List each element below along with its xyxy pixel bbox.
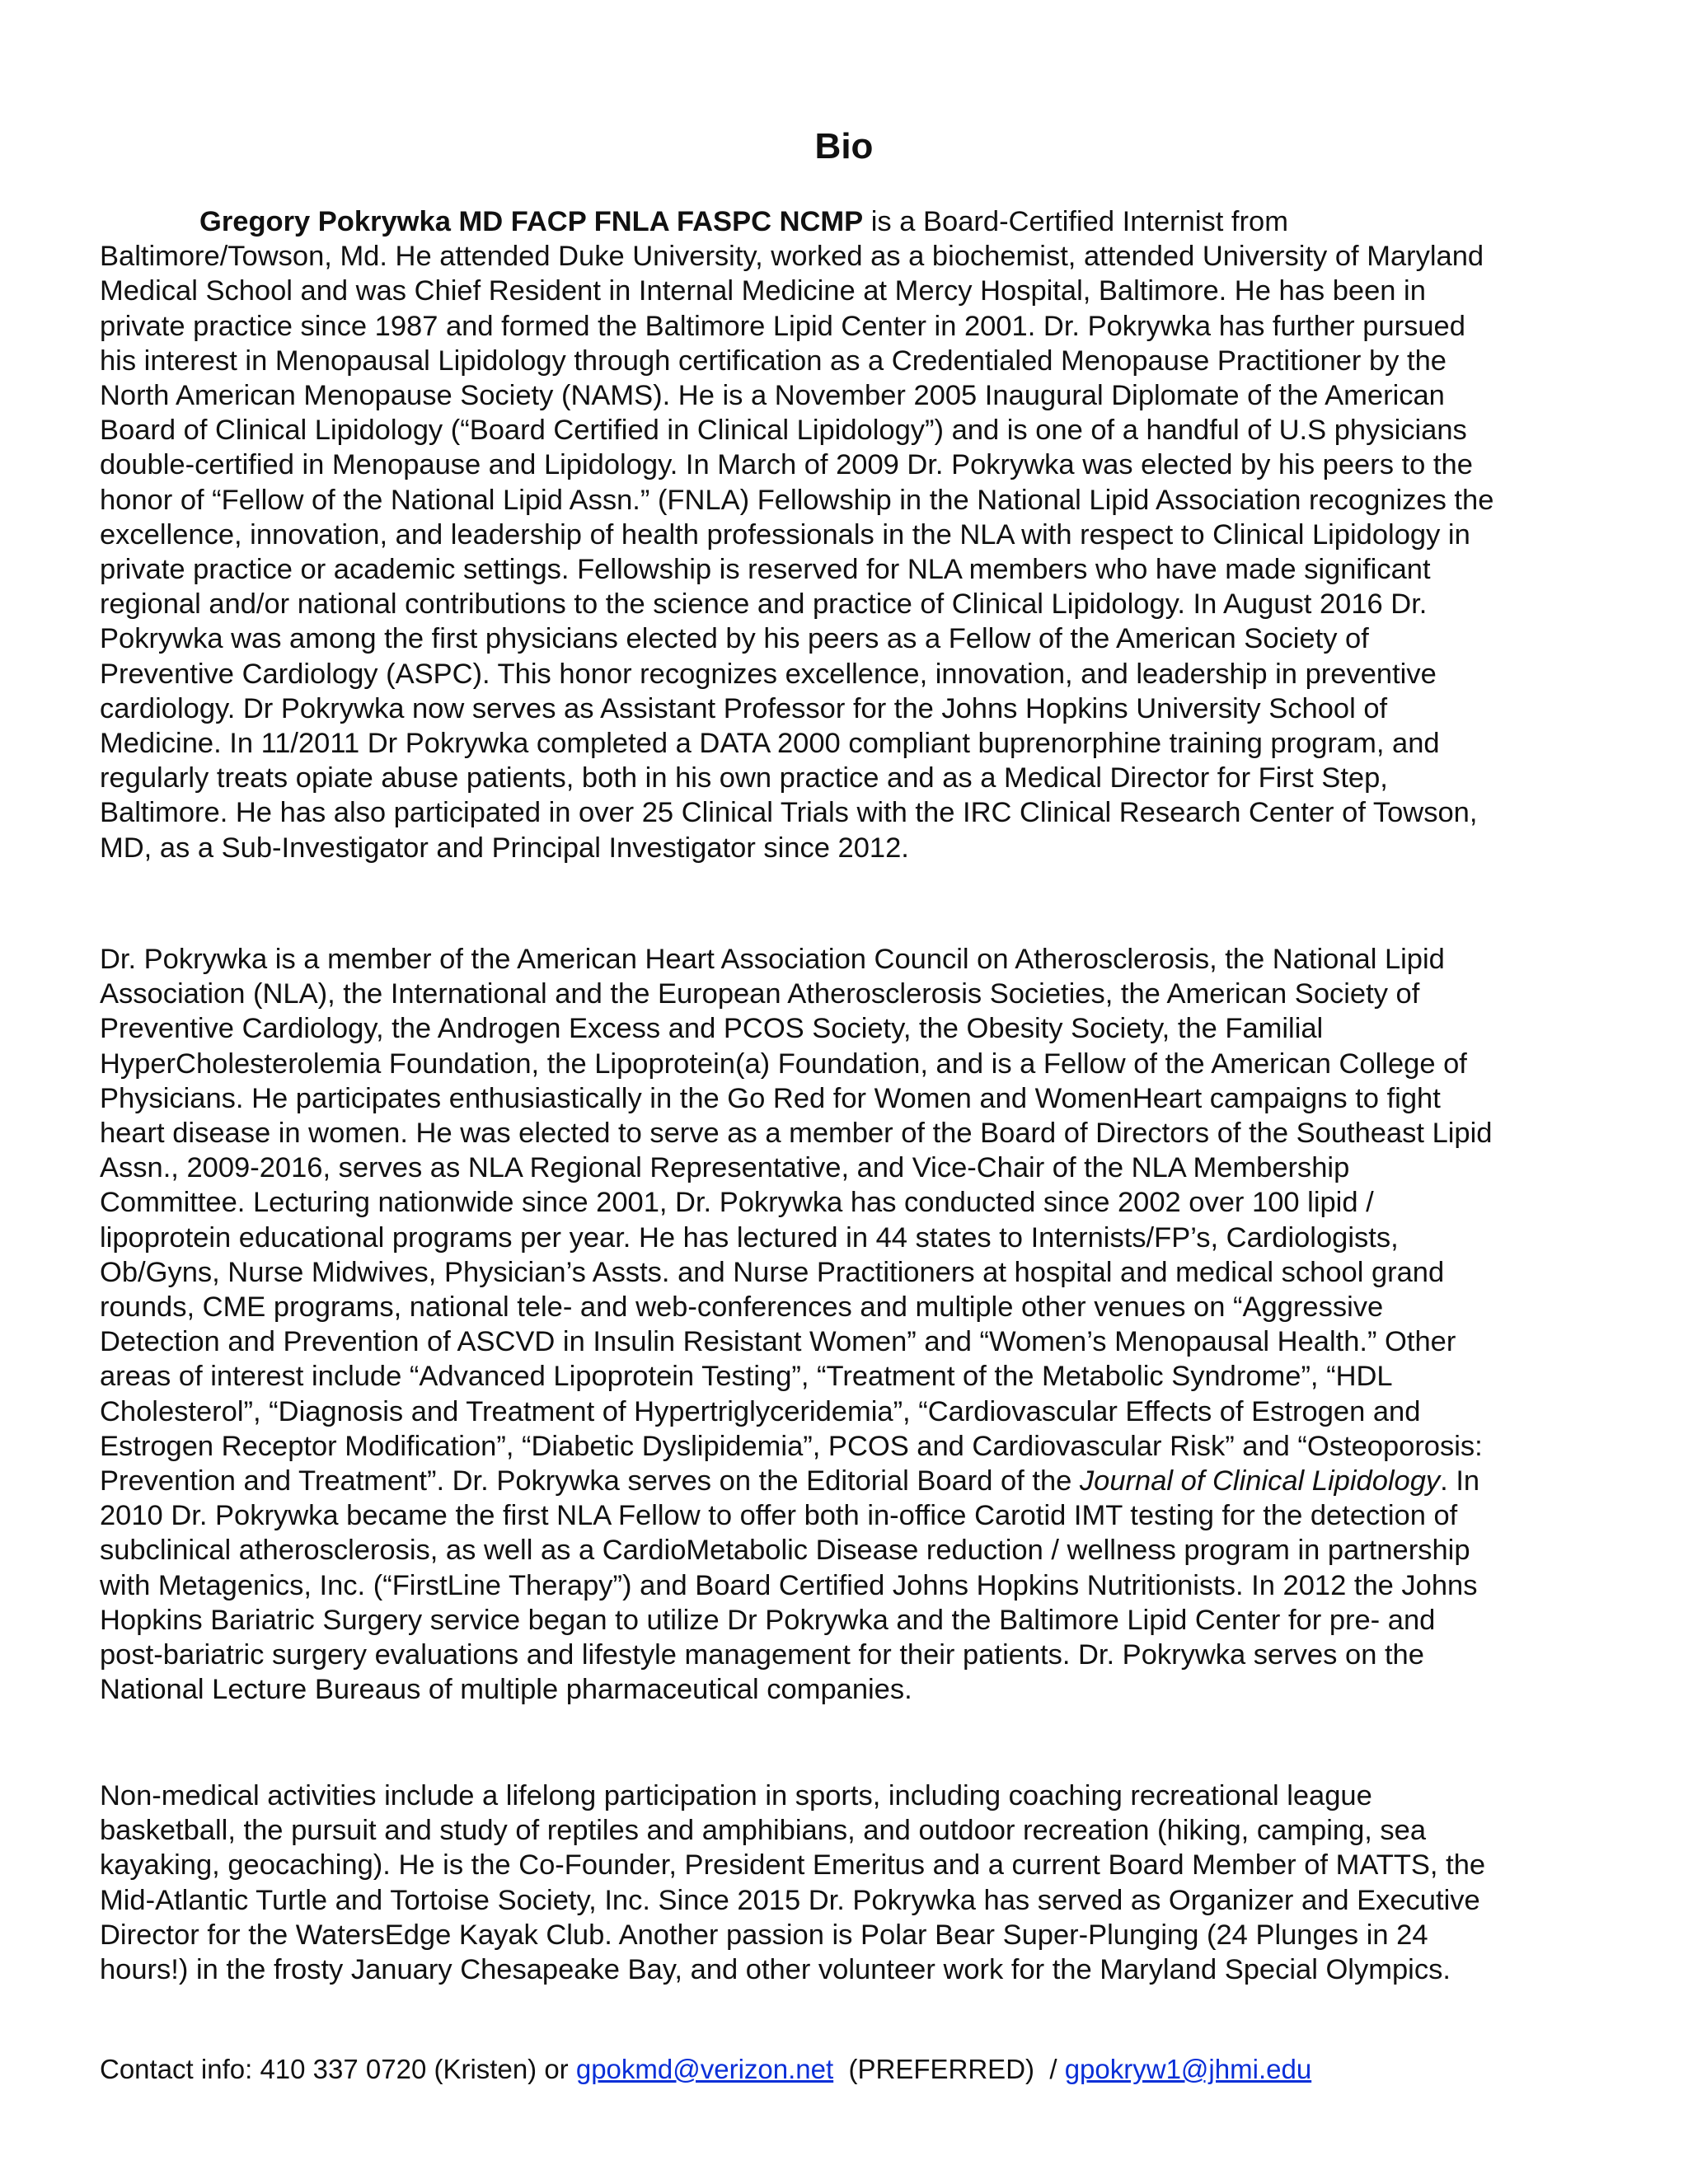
contact-info bbox=[100, 2052, 1501, 2087]
bio-paragraph-credentials bbox=[100, 204, 1501, 865]
bio-paragraph-memberships-text-before: Dr. Pokrywka is a member of the American Heart Association Council on Atherosclerosis, the National Lipid Association (NLA), the International and the European Atherosclerosis Societies, the American Society of Preventive Cardiology, the Androgen Excess and PCOS Society, the Obesity Society, the Familial HyperCholesterolemia Foundation, the Lipoprotein(a) Foundation, and is a Fellow of the American College of Physicians. He participates enthusiastically in the Go Red for Women and WomenHeart campaigns to fight heart disease in women. He was elected to serve as a member of the Board of Directors of the Southeast Lipid Assn., 2009-2016, serves as NLA Regional Representative, and Vice-Chair of the NLA Membership Committee. Lecturing nationwide since 2001, Dr. Pokrywka has conducted since 2002 over 100 lipid / lipoprotein educational programs per year. He has lectured in 44 states to Internists/FP’s, Cardiologists, Ob/Gyns, Nurse Midwives, Physician’s Assts. and Nurse Practitioners at hospital and medical school grand rounds, CME programs, national tele- and web-conferences and multiple other venues on “Aggressive Detection and Prevention of ASCVD in Insulin Resistant Women” and “Women’s Menopausal Health.” Other areas of interest include “Advanced Lipoprotein Testing”, “Treatment of the Metabolic Syndrome”, “HDL Cholesterol”, “Diagnosis and Treatment of Hypertriglyceridemia”, “Cardiovascular Effects of Estrogen and Estrogen Receptor Modification”, “Diabetic Dyslipidemia”, PCOS and Cardiovascular Risk” and “Osteoporosis: Prevention and Treatment”. Dr. Pokrywka serves on the Editorial Board of the bbox=[100, 944, 1493, 1497]
bio-paragraph-memberships bbox=[100, 942, 1501, 1707]
bio-paragraph-credentials-text: is a Board-Certified Internist from Baltimore/Towson, Md. He attended Duke University, worked as a biochemist, attended University of Maryland Medical School and was Chief Resident in Internal Medicine at Mercy Hospital, Baltimore. He has been in private practice since 1987 and formed the Baltimore Lipid Center in 2001. Dr. Pokrywka has further pursued his interest in Menopausal Lipidology through certification as a Credentialed Menopause Practitioner by the North American Menopause Society (NAMS). He is a November 2005 Inaugural Diplomate of the American Board of Clinical Lipidology (“Board Certified in Clinical Lipidology”) and is one of a handful of U.S physicians double-certified in Menopause and Lipidology. In March of 2009 Dr. Pokrywka was elected by his peers to the honor of “Fellow of the National Lipid Assn.” (FNLA) Fellowship in the National Lipid Association recognizes the excellence, innovation, and leadership of health professionals in the NLA with respect to Clinical Lipidology in private practice or academic settings. Fellowship is reserved for NLA members who have made significant regional and/or national contributions to the science and practice of Clinical Lipidology. In August 2016 Dr. Pokrywka was among the first physicians elected by his peers as a Fellow of the American Society of Preventive Cardiology (ASPC). This honor recognizes excellence, innovation, and leadership in preventive cardiology. Dr Pokrywka now serves as Assistant Professor for the Johns Hopkins University School of Medicine. In 11/2011 Dr Pokrywka completed a DATA 2000 compliant buprenorphine training program, and regularly treats opiate abuse patients, both in his own practice and as a Medical Director for First Step, Baltimore. He has also participated in over 25 Clinical Trials with the IRC Clinical Research Center of Towson, MD, as a Sub-Investigator and Principal Investigator since 2012. bbox=[100, 206, 1494, 864]
doctor-name: Gregory Pokrywka MD FACP FNLA FASPC NCMP bbox=[199, 206, 864, 237]
email-link-preferred[interactable]: gpokmd@verizon.net bbox=[575, 2054, 834, 2084]
bio-paragraph-activities: Non-medical activities include a lifelong participation in sports, including coaching recreational league basketball, the pursuit and study of reptiles and amphibians, and outdoor recreation (hiking, camping, sea kayaking, geocaching). He is the Co-Founder, President Emeritus and a current Board Member of MATTS, the Mid-Atlantic Turtle and Tortoise Society, Inc. Since 2015 Dr. Pokrywka has served as Organizer and Executive Director for the WatersEdge Kayak Club. Another passion is Polar Bear Super-Plunging (24 Plunges in 24 hours!) in the frosty January Chesapeake Bay, and other volunteer work for the Maryland Special Olympics. bbox=[100, 1780, 1486, 1986]
bio-paragraph-memberships-text-after: . In 2010 Dr. Pokrywka became the first NLA Fellow to offer both in-office Carotid IMT testing for the detection of subclinical atherosclerosis, as well as a CardioMetabolic Disease reduction / wellness program in partnership with Metagenics, Inc. (“FirstLine Therapy”) and Board Certified Johns Hopkins Nutritionists. In 2012 the Johns Hopkins Bariatric Surgery service began to utilize Dr Pokrywka and the Baltimore Lipid Center for pre- and post-bariatric surgery evaluations and lifestyle management for their patients. Dr. Pokrywka serves on the National Lecture Bureaus of multiple pharmaceutical companies. bbox=[100, 1465, 1480, 1706]
journal-title: Journal of Clinical Lipidology bbox=[1079, 1465, 1441, 1497]
page-title: Bio bbox=[814, 126, 874, 166]
email-link-jhmi[interactable]: gpokryw1@jhmi.edu bbox=[1064, 2054, 1312, 2084]
contact-prefix: Contact info: 410 337 0720 (Kristen) or bbox=[100, 2054, 576, 2084]
contact-preferred-label: (PREFERRED) / bbox=[833, 2054, 1065, 2084]
